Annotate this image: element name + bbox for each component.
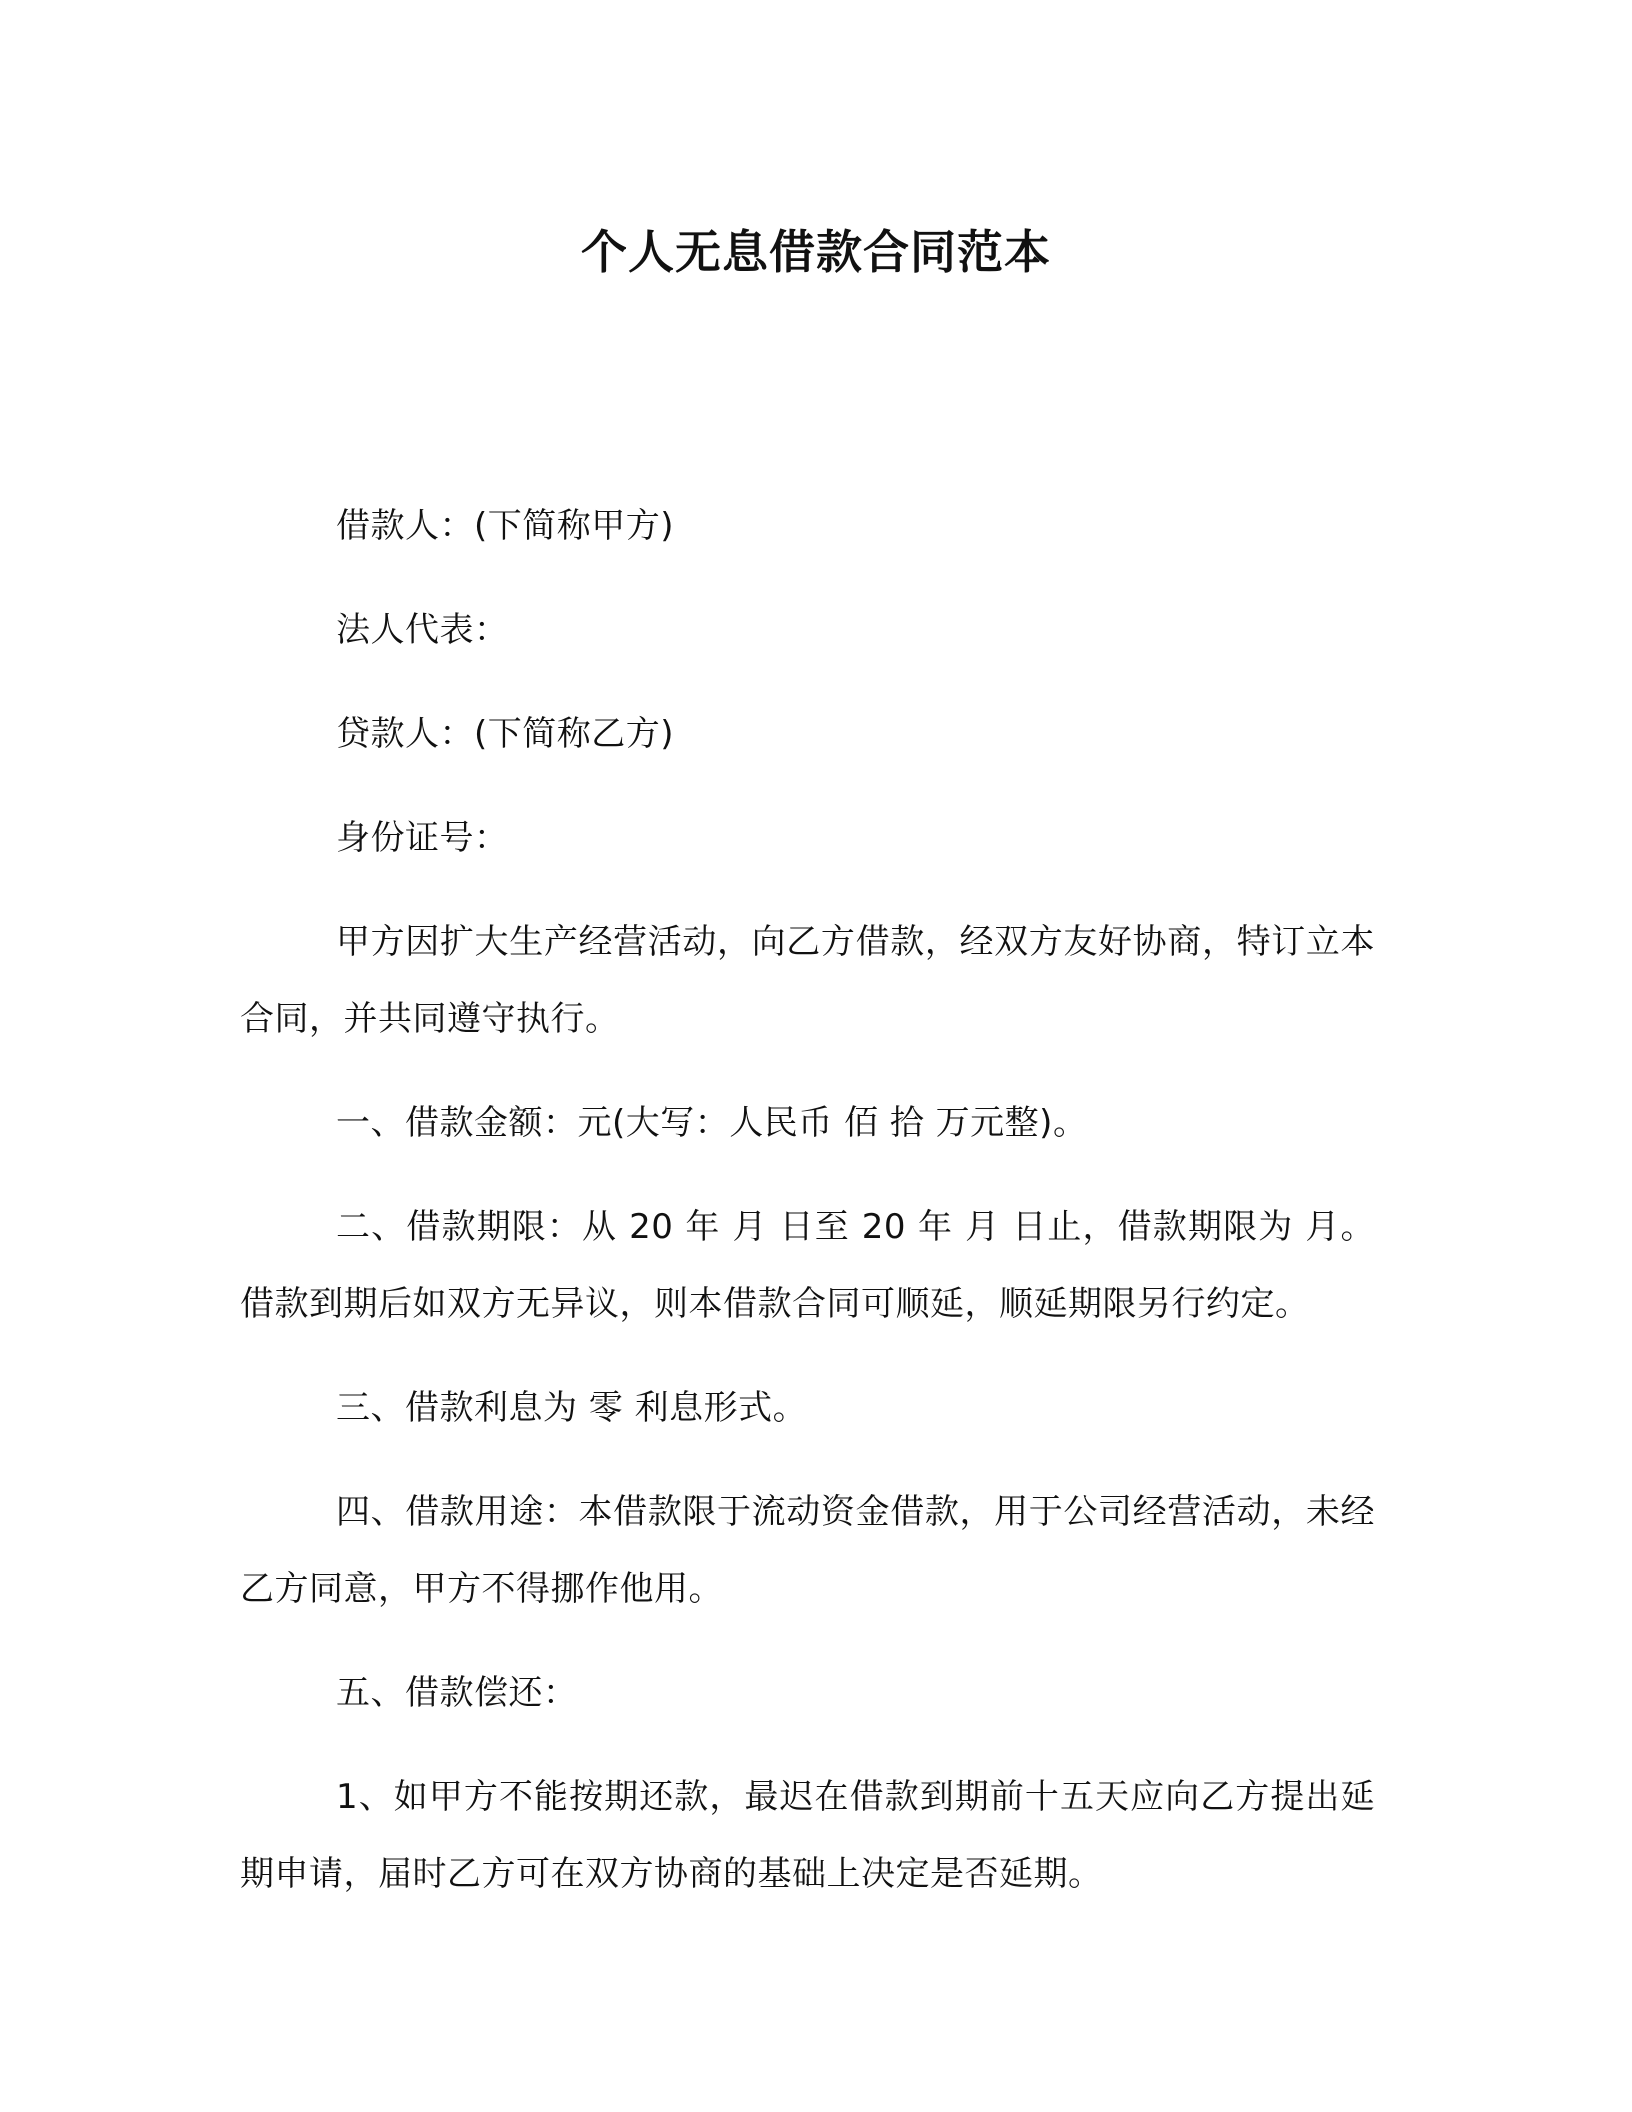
paragraph-repayment-heading: 五、借款偿还： <box>336 1673 578 1713</box>
paragraph-interest: 三、借款利息为 零 利息形式。 <box>336 1388 808 1428</box>
paragraph-preamble: 甲方因扩大生产经营活动，向乙方借款，经双方友好协商，特订立本合同，并共同遵守执行。 <box>240 922 1375 1039</box>
field-borrower: 借款人：(下简称甲方) <box>336 506 675 546</box>
document-title: 个人无息借款合同范本 <box>581 225 1051 279</box>
paragraph-loan-amount: 一、借款金额：元(大写：人民币 佰 拾 万元整)。 <box>336 1103 1088 1143</box>
field-id-number: 身份证号： <box>336 818 509 858</box>
document-body <box>240 488 1375 1940</box>
paragraph-repayment-clause-1: 1、如甲方不能按期还款，最迟在借款到期前十五天应向乙方提出延期申请，届时乙方可在双方协商的基础上决定是否延期。 <box>240 1777 1375 1894</box>
field-lender: 贷款人：(下简称乙方) <box>336 714 675 754</box>
paragraph-loan-purpose: 四、借款用途：本借款限于流动资金借款，用于公司经营活动，未经乙方同意，甲方不得挪作他用。 <box>240 1492 1375 1609</box>
paragraph-loan-term: 二、借款期限：从 20 年 月 日至 20 年 月 日止，借款期限为 月。借款到期后如双方无异议，则本借款合同可顺延，顺延期限另行约定。 <box>240 1207 1375 1324</box>
field-legal-representative: 法人代表： <box>336 610 509 650</box>
